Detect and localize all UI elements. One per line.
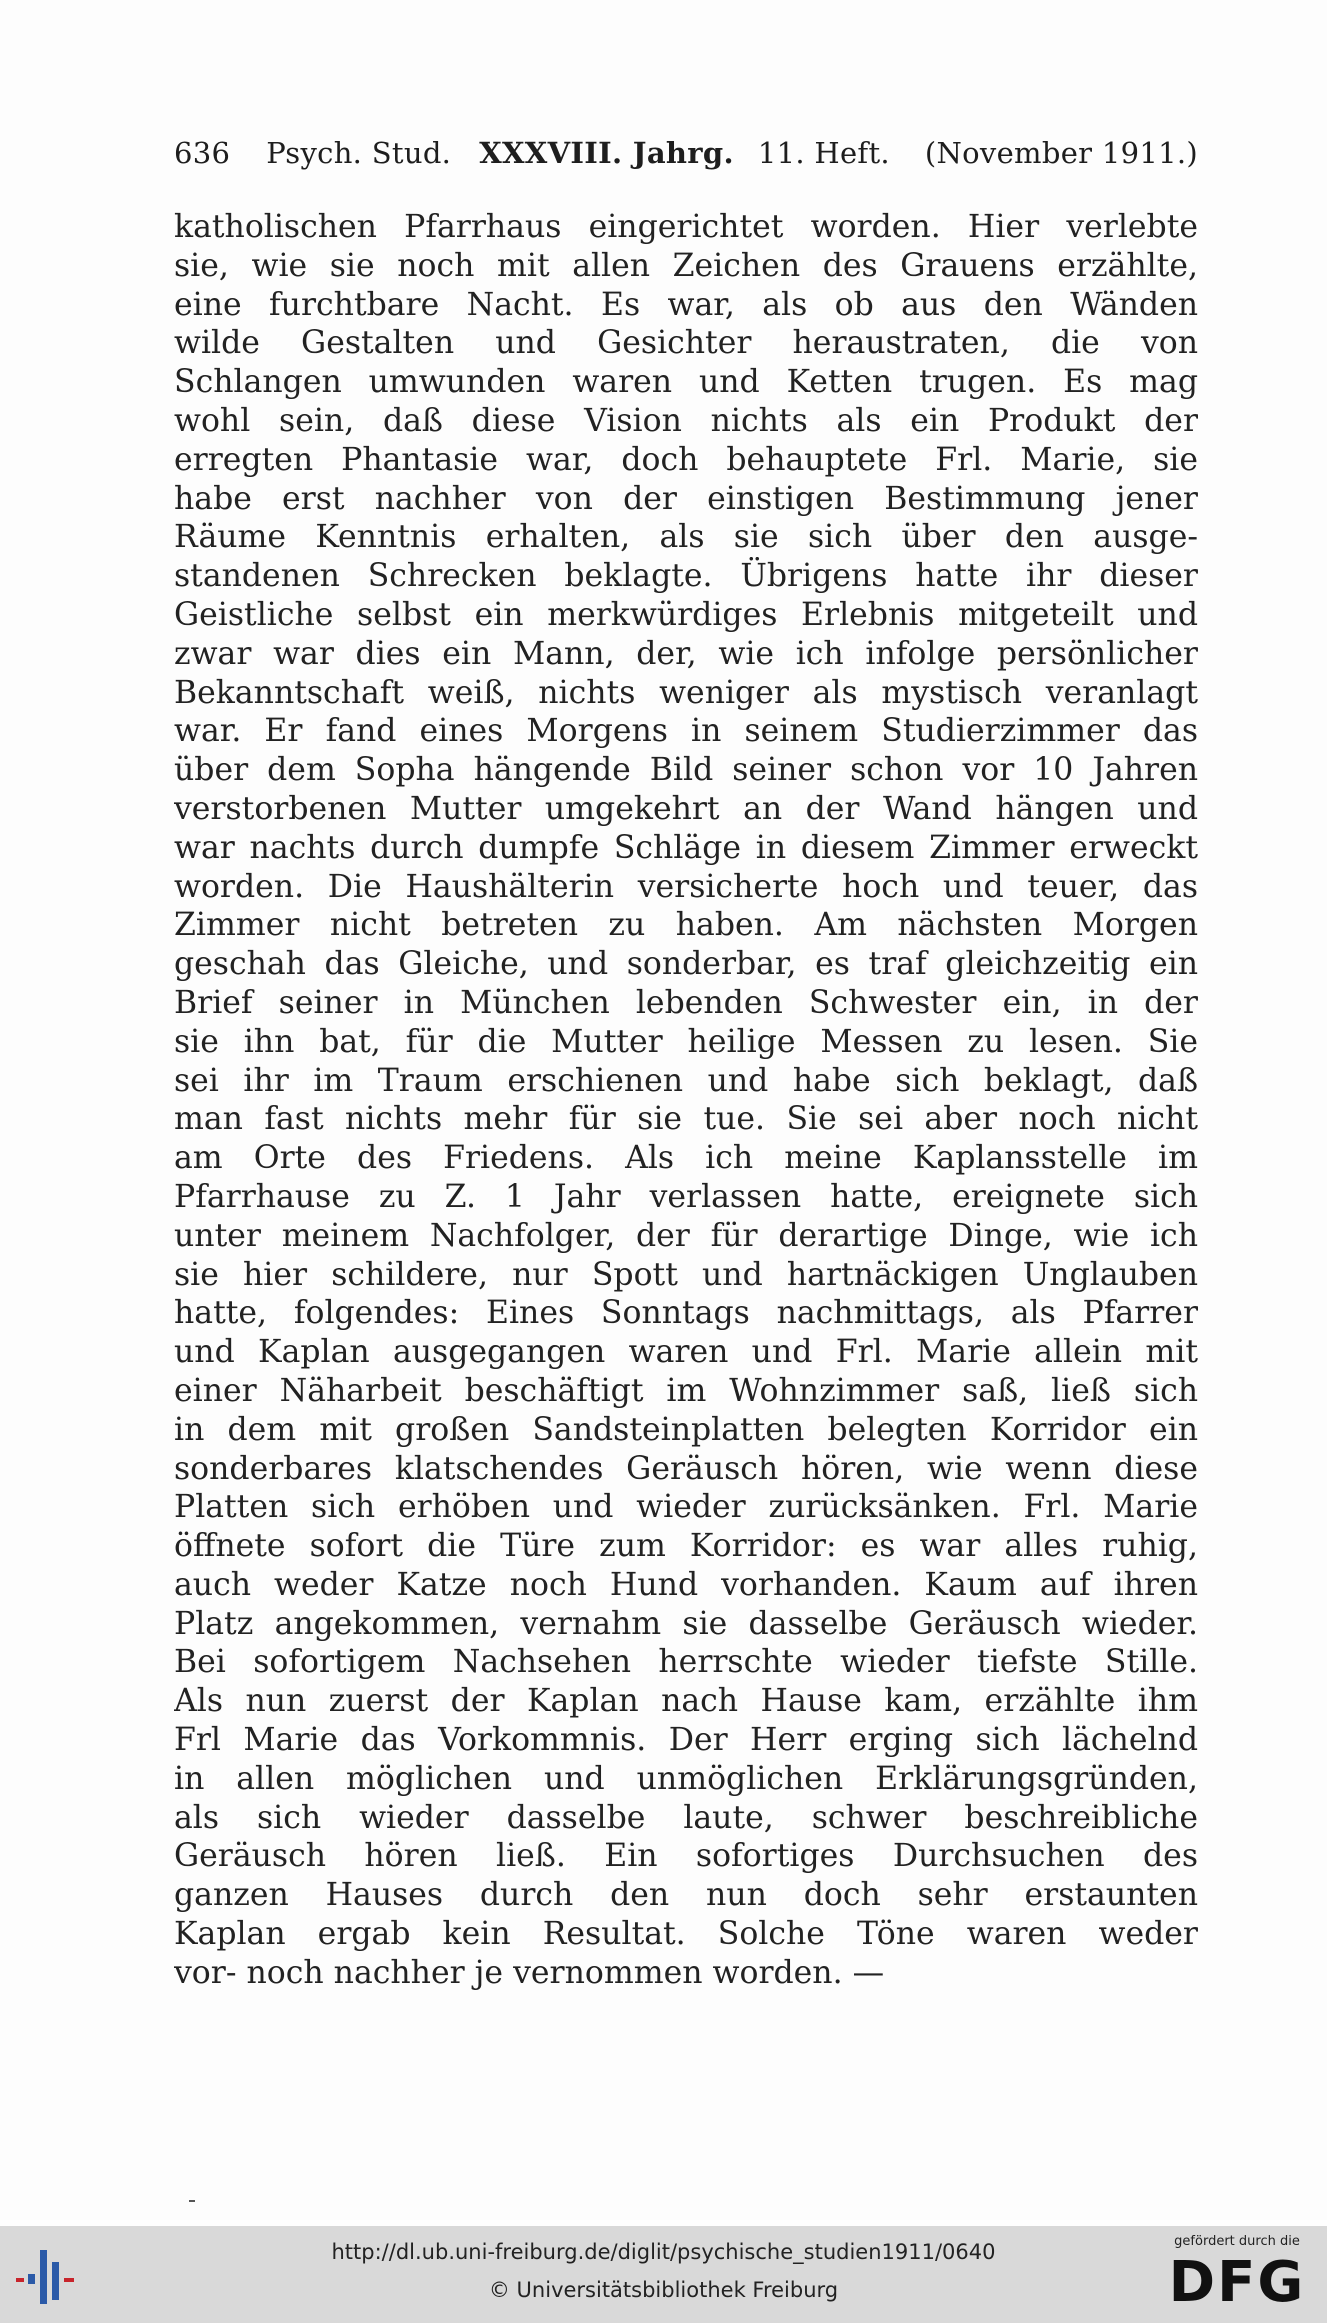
copyright-notice: © Universitätsbibliothek Freiburg (488, 2278, 839, 2302)
text-line: habe erst nachher von der einstigen Bestimmung jener (174, 480, 1198, 517)
text-line: und Kaplan ausgegangen waren und Frl. Marie allein mit (174, 1334, 1198, 1371)
text-line: war. Er fand eines Morgens in seinem Studierzimmer das (174, 713, 1198, 750)
text-line: katholischen Pfarrhaus eingerichtet worden. Hier verlebte (174, 209, 1198, 245)
permalink-url[interactable]: http://dl.ub.uni-freiburg.de/diglit/psychische_studien1911/0640 (331, 2240, 996, 2264)
text-line: Schlangen umwunden waren und Ketten trugen. Es mag (174, 364, 1198, 401)
text-line: erregten Phantasie war, doch behauptete Frl. Marie, sie (174, 441, 1198, 478)
text-line: war nachts durch dumpfe Schläge in diesem Zimmer erweckt (174, 829, 1198, 866)
text-line: Bei sofortigem Nachsehen herrschte wieder tiefste Stille. (174, 1644, 1198, 1681)
dfg-sponsor[interactable] (1161, 2234, 1313, 2318)
issue-date: (November 1911.) (924, 136, 1198, 170)
text-line: sie, wie sie noch mit allen Zeichen des Grauens erzählte, (174, 247, 1198, 284)
text-line: Kaplan ergab kein Resultat. Solche Töne waren weder (174, 1916, 1198, 1953)
dfg-logo-icon: DFG (1168, 2250, 1306, 2315)
text-line: man fast nichts mehr für sie tue. Sie sei aber noch nicht (174, 1101, 1198, 1138)
text-line: auch weder Katze noch Hund vorhanden. Kaum auf ihren (174, 1566, 1198, 1603)
text-line: öffnete sofort die Türe zum Korridor: es war alles ruhig, (174, 1528, 1198, 1565)
volume-label: XXXVIII. Jahrg. (479, 136, 734, 170)
text-line: sie hier schildere, nur Spott und hartnäckigen Unglauben (174, 1256, 1198, 1293)
text-line: als sich wieder dasselbe laute, schwer beschreibliche (174, 1799, 1198, 1836)
text-line: Geräusch hören ließ. Ein sofortiges Durchsuchen des (174, 1838, 1198, 1875)
text-line: sonderbares klatschendes Geräusch hören, wie wenn diese (174, 1450, 1198, 1487)
journal-title: Psych. Stud. (266, 136, 452, 170)
text-line: sei ihr im Traum erschienen und habe sich beklagt, daß (174, 1062, 1198, 1099)
footer-bar (0, 2226, 1327, 2323)
issue-label: 11. Heft. (757, 136, 890, 170)
page-number: 636 (174, 136, 231, 170)
stray-mark (189, 2200, 195, 2202)
text-line: Bekanntschaft weiß, nichts weniger als mystisch veranlagt (174, 674, 1198, 711)
text-line: Frl Marie das Vorkommnis. Der Herr erging sich lächelnd (174, 1722, 1198, 1759)
text-line: Räume Kenntnis erhalten, als sie sich über den ausge- (174, 519, 1198, 556)
text-line: Pfarrhause zu Z. 1 Jahr verlassen hatte, ereignete sich (174, 1178, 1198, 1215)
text-line: am Orte des Friedens. Als ich meine Kaplansstelle im (174, 1140, 1198, 1177)
text-line: zwar war dies ein Mann, der, wie ich infolge persönlicher (174, 635, 1198, 672)
text-line: über dem Sopha hängende Bild seiner schon vor 10 Jahren (174, 752, 1198, 789)
text-line: Platten sich erhöben und wieder zurücksänken. Frl. Marie (174, 1489, 1198, 1526)
text-line: ganzen Hauses durch den nun doch sehr erstaunten (174, 1877, 1198, 1914)
text-line: worden. Die Haushälterin versicherte hoch und teuer, das (174, 868, 1198, 905)
body-text (174, 208, 1198, 1993)
text-line: standenen Schrecken beklagte. Übrigens hatte ihr dieser (174, 558, 1198, 595)
text-line: verstorbenen Mutter umgekehrt an der Wand hängen und (174, 790, 1198, 827)
text-line: Zimmer nicht betreten zu haben. Am nächsten Morgen (174, 907, 1198, 944)
text-line: in allen möglichen und unmöglichen Erklärungsgründen, (174, 1760, 1198, 1797)
running-header (174, 136, 1198, 182)
text-line: hatte, folgendes: Eines Sonntags nachmittags, als Pfarrer (174, 1295, 1198, 1332)
text-line: in dem mit großen Sandsteinplatten belegten Korridor ein (174, 1411, 1198, 1448)
text-line: geschah das Gleiche, und sonderbar, es traf gleichzeitig ein (174, 946, 1198, 983)
text-line: Geistliche selbst ein merkwürdiges Erlebnis mitgeteilt und (174, 596, 1198, 633)
text-line: Brief seiner in München lebenden Schwester ein, in der (174, 984, 1198, 1021)
text-line: vor- noch nachher je vernommen worden. — (174, 1954, 885, 1991)
text-line: Platz angekommen, vernahm sie dasselbe Geräusch wieder. (174, 1605, 1198, 1642)
text-line: unter meinem Nachfolger, der für derartige Dinge, wie ich (174, 1217, 1198, 1254)
text-line: wohl sein, daß diese Vision nichts als ein Produkt der (174, 402, 1198, 439)
text-line: wilde Gestalten und Gesichter heraustraten, die von (174, 325, 1198, 362)
text-line: Als nun zuerst der Kaplan nach Hause kam, erzählte ihm (174, 1683, 1198, 1720)
text-line: einer Näharbeit beschäftigt im Wohnzimmer saß, ließ sich (174, 1372, 1198, 1409)
text-line: sie ihn bat, für die Mutter heilige Messen zu lesen. Sie (174, 1023, 1198, 1060)
text-line: eine furchtbare Nacht. Es war, als ob aus den Wänden (174, 286, 1198, 323)
dfg-caption: gefördert durch die (1174, 2234, 1300, 2249)
